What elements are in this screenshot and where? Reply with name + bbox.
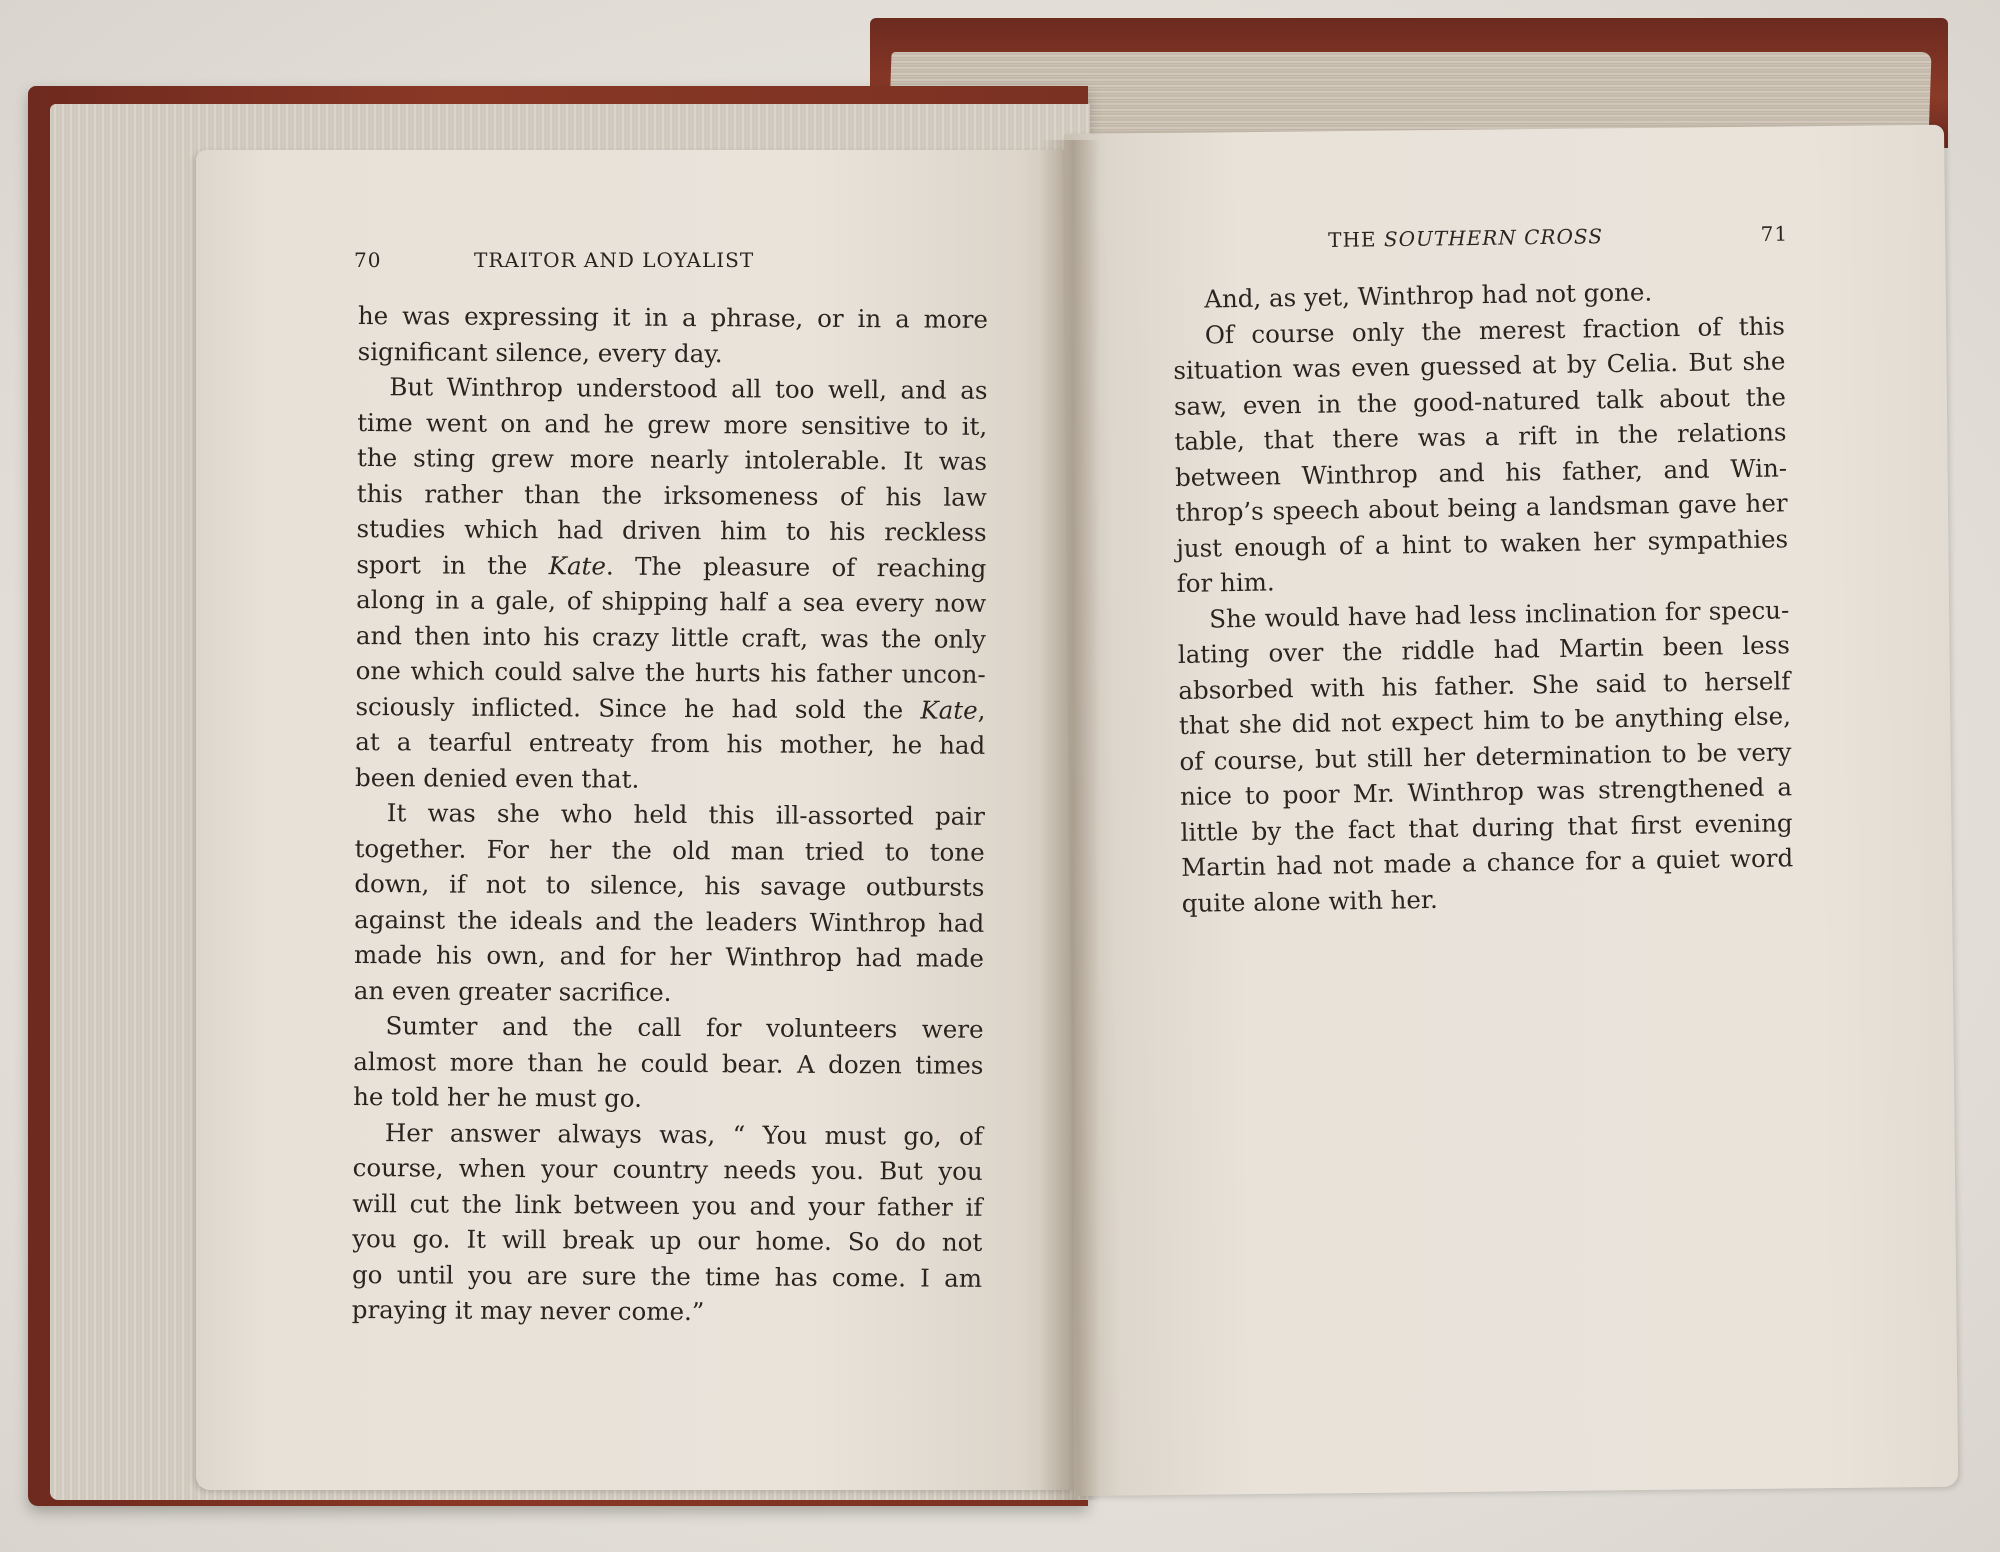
text-line: just enough of a hint to waken her sympathies [1175,523,1789,563]
text-line: throp’s speech about being a landsman gave her [1175,488,1788,527]
text-line: one which could salve the hurts his father uncon- [355,655,986,689]
text-line: the sting grew more nearly intolerable. It was [356,442,988,476]
right-running-head-prefix: THE [1328,227,1377,252]
right-running-head [1328,224,1603,252]
book-gutter [1040,140,1100,1500]
text-line: sciously inflicted. Since he had sold the Kate, [355,691,986,725]
text-line: down, if not to silence, his savage outbursts [354,868,985,902]
text-line: go until you are sure the time has come. I am [351,1259,983,1293]
text-line: sport in the Kate. The pleasure of reaching [356,549,987,583]
text-line: of course, but still her determination to be very [1179,736,1792,776]
text-line: And, as yet, Winthrop had not gone. [1204,277,1653,314]
text-line: Sumter and the call for volunteers were [385,1011,984,1044]
text-line: an even greater sacrifice. [353,975,672,1007]
text-line: nice to poor Mr. Winthrop was strengthened a [1179,772,1793,811]
text-line: lating over the riddle had Martin been less [1177,630,1791,669]
text-line: little by the fact that during that first evening [1180,807,1793,847]
text-line: course, when your country needs you. But you [352,1152,983,1186]
text-line: between Winthrop and his father, and Win- [1174,452,1788,492]
text-line: It was she who held this ill-assorted pair [386,798,985,831]
text-line: time went on and he grew more sensitive to it, [357,407,988,441]
text-line: you go. It will break up our home. So do not [352,1223,983,1257]
text-line: praying it may never come.” [351,1294,705,1327]
text-line: for him. [1176,567,1275,598]
right-page-number: 71 [1760,221,1789,246]
left-running-header [354,248,824,272]
text-line: quite alone with her. [1181,884,1438,918]
text-line: absorbed with his father. She said to herself [1178,665,1791,705]
text-line: Martin had not made a chance for a quiet word [1180,843,1794,882]
text-line: and then into his crazy little craft, was the only [355,620,987,654]
text-line: She would have had less inclination for specu- [1209,594,1790,633]
text-line: against the ideals and the leaders Winthrop had [354,904,985,938]
text-line: will cut the link between you and your father if [352,1188,983,1222]
text-line: almost more than he could bear. A dozen times [353,1046,984,1080]
right-page-text [1172,272,1794,921]
text-line: situation was even guessed at by Celia. But she [1173,346,1786,385]
text-line: at a tearful entreaty from his mother, he had [355,726,986,760]
text-line: made his own, and for her Winthrop had made [353,939,985,973]
text-line: saw, even in the good-natured talk about the [1173,381,1787,421]
text-line: he was expressing it in a phrase, or in a more [357,300,988,334]
left-page-text [352,298,988,1331]
text-line: together. For her the old man tried to tone [354,833,985,867]
text-line: Of course only the merest fraction of this [1204,310,1785,349]
left-page-number: 70 [354,248,382,272]
text-line: table, that there was a rift in the relations [1174,417,1787,456]
text-line: he told her he must go. [353,1081,643,1113]
left-running-head: TRAITOR AND LOYALIST [474,248,755,272]
text-line: been denied even that. [354,762,640,794]
text-line: along in a gale, of shipping half a sea every now [356,584,987,618]
text-line: significant silence, every day. [357,336,723,368]
text-line: studies which had driven him to his reckless [356,513,987,547]
text-line: Her answer always was, “ You must go, of [384,1117,983,1151]
text-line: But Winthrop understood all too well, and as [389,372,988,405]
text-line: this rather than the irksomeness of his law [356,478,987,512]
text-line: that she did not expect him to be anything else, [1178,701,1792,740]
right-running-head-title: SOUTHERN CROSS [1383,224,1604,252]
